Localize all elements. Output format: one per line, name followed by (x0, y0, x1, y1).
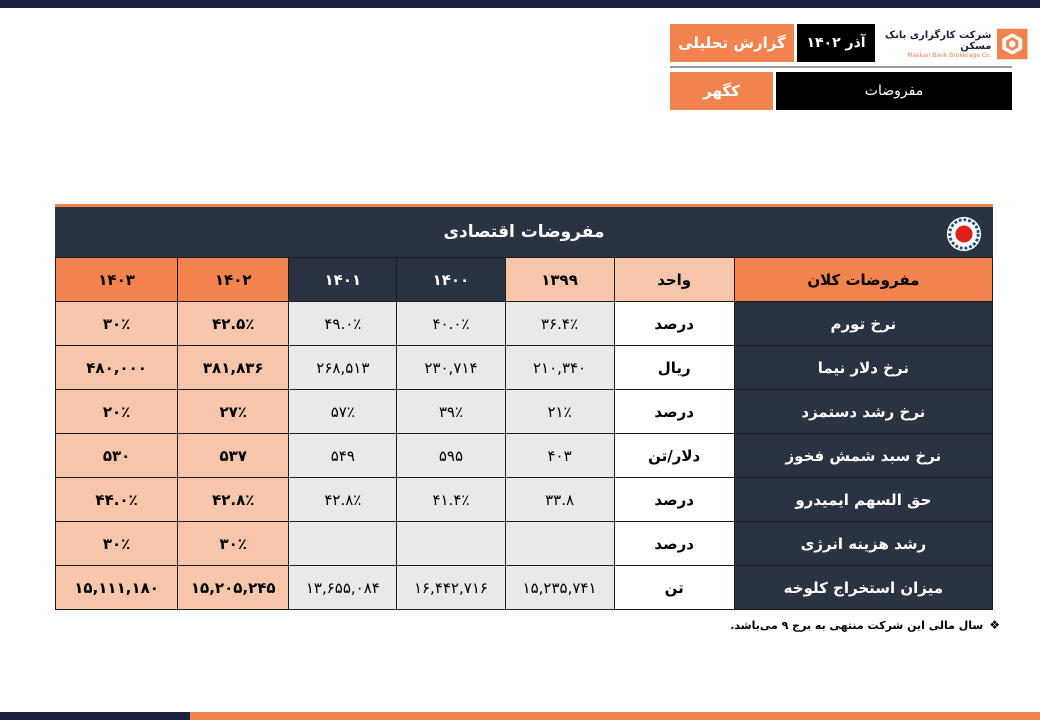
cell-1402: ۳۸۱,۸۳۶ (178, 346, 289, 390)
footnote (700, 618, 1000, 632)
cell-1399: ۲۱۰,۳۴۰ (505, 346, 614, 390)
table-row (56, 566, 993, 610)
cell-1402: ۲۷٪ (178, 390, 289, 434)
section-title: مفروضات (776, 72, 1012, 110)
cell-1401: ۵۷٪ (289, 390, 397, 434)
row-unit: تن (614, 566, 734, 610)
table-row (56, 478, 993, 522)
cell-1399: ۱۵,۲۳۵,۷۴۱ (505, 566, 614, 610)
cell-1401: ۴۹.۰٪ (289, 302, 397, 346)
header-row (56, 258, 993, 302)
company-emblem-icon (945, 215, 983, 253)
cell-1402: ۴۲.۸٪ (178, 478, 289, 522)
table-row (56, 302, 993, 346)
cell-1401 (289, 522, 397, 566)
row-unit: درصد (614, 302, 734, 346)
cell-1403: ۵۳۰ (56, 434, 178, 478)
cell-1401: ۴۲.۸٪ (289, 478, 397, 522)
company-name-fa: شرکت کارگزاری بانک مسکن (884, 29, 992, 52)
row-label: نرخ تورم (734, 302, 992, 346)
table-row (56, 522, 993, 566)
top-bar (0, 0, 1040, 8)
company-logo (878, 22, 1028, 66)
assumptions-grid (55, 257, 993, 610)
bottom-bar-dark (0, 712, 190, 720)
report-type: گزارش تحلیلی (670, 24, 794, 62)
row-label: نرخ دلار نیما (734, 346, 992, 390)
cell-1400: ۵۹۵ (397, 434, 505, 478)
cell-1403: ۴۴.۰٪ (56, 478, 178, 522)
cell-1400 (397, 522, 505, 566)
header-year-1399: ۱۳۹۹ (505, 258, 614, 302)
company-name-en: Maskan Bank Brokerage Co. (907, 51, 992, 59)
cell-1402: ۴۲.۵٪ (178, 302, 289, 346)
row-unit: درصد (614, 390, 734, 434)
table-title-bar (55, 204, 993, 257)
row-label: نرخ رشد دستمزد (734, 390, 992, 434)
cell-1399: ۲۱٪ (505, 390, 614, 434)
bottom-bar-accent (190, 712, 1040, 720)
diamond-bullet-icon: ❖ (989, 618, 1000, 632)
row-unit: درصد (614, 478, 734, 522)
table-row (56, 434, 993, 478)
cell-1402: ۱۵,۲۰۵,۲۴۵ (178, 566, 289, 610)
cell-1402: ۵۳۷ (178, 434, 289, 478)
row-unit: ریال (614, 346, 734, 390)
header-year-1400: ۱۴۰۰ (397, 258, 505, 302)
header-unit: واحد (614, 258, 734, 302)
cell-1399: ۳۶.۴٪ (505, 302, 614, 346)
cell-1403: ۴۸۰,۰۰۰ (56, 346, 178, 390)
cell-1400: ۳۹٪ (397, 390, 505, 434)
header-divider (670, 66, 1012, 68)
cell-1400: ۲۳۰,۷۱۴ (397, 346, 505, 390)
cell-1399 (505, 522, 614, 566)
row-label: میزان استخراج کلوخه (734, 566, 992, 610)
header-label: مفروضات کلان (734, 258, 992, 302)
table-row (56, 390, 993, 434)
assumptions-table (55, 204, 993, 614)
cell-1399: ۳۳.۸ (505, 478, 614, 522)
stock-symbol: کگهر (670, 72, 773, 110)
cell-1403: ۲۰٪ (56, 390, 178, 434)
cell-1403: ۱۵,۱۱۱,۱۸۰ (56, 566, 178, 610)
header-year-1402: ۱۴۰۲ (178, 258, 289, 302)
header-year-1403: ۱۴۰۳ (56, 258, 178, 302)
table-row (56, 346, 993, 390)
cell-1401: ۲۶۸,۵۱۳ (289, 346, 397, 390)
cell-1400: ۴۰.۰٪ (397, 302, 505, 346)
cell-1401: ۱۳,۶۵۵,۰۸۴ (289, 566, 397, 610)
row-unit: دلار/تن (614, 434, 734, 478)
row-label: نرخ سبد شمش فخوز (734, 434, 992, 478)
cell-1402: ۳۰٪ (178, 522, 289, 566)
row-label: حق السهم ایمیدرو (734, 478, 992, 522)
footnote-text: سال مالی این شرکت منتهی به برج ۹ می‌باشد. (730, 618, 984, 632)
table-title: مفروضات اقتصادی (443, 222, 605, 242)
cell-1401: ۵۴۹ (289, 434, 397, 478)
cell-1400: ۱۶,۴۴۲,۷۱۶ (397, 566, 505, 610)
cell-1399: ۴۰۳ (505, 434, 614, 478)
cell-1403: ۳۰٪ (56, 302, 178, 346)
cell-1400: ۴۱.۴٪ (397, 478, 505, 522)
cell-1403: ۳۰٪ (56, 522, 178, 566)
row-label: رشد هزینه انرژی (734, 522, 992, 566)
row-unit: درصد (614, 522, 734, 566)
header-year-1401: ۱۴۰۱ (289, 258, 397, 302)
company-logo-icon (997, 25, 1028, 63)
report-date: آذر ۱۴۰۲ (797, 24, 875, 62)
